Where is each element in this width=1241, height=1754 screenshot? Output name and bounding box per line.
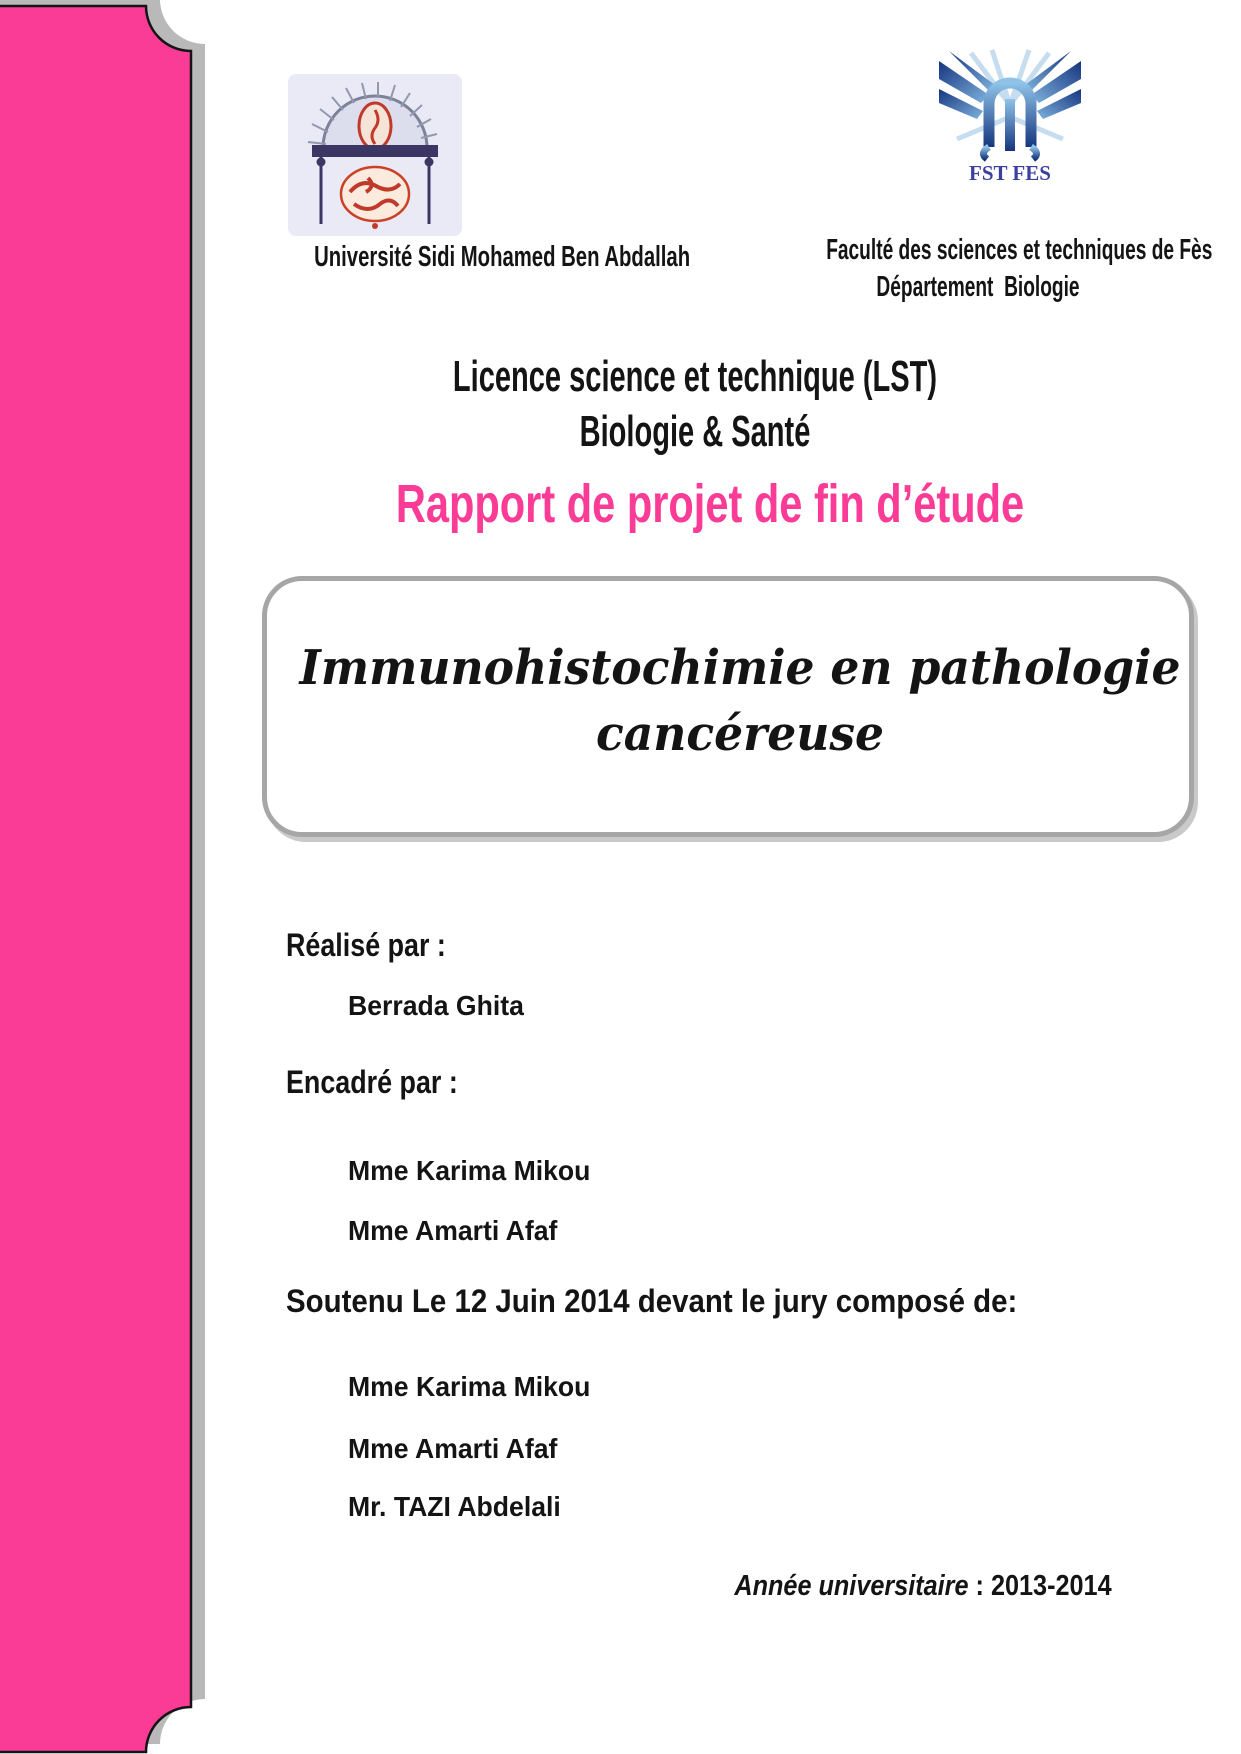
program-line-2: Biologie & Santé	[579, 407, 811, 456]
soutenu-label: Soutenu Le 12 Juin 2014 devant le jury composé de:	[286, 1283, 1018, 1319]
supervisor-name: Mme Amarti Afaf	[348, 1215, 558, 1246]
university-name: Université Sidi Mohamed Ben Abdallah	[314, 241, 691, 273]
faculty-name: Faculté des sciences et techniques de Fès	[826, 234, 1213, 266]
calligraphy-medallion-bottom	[341, 167, 409, 221]
band-shape	[0, 6, 191, 1752]
academic-year	[735, 1572, 1112, 1601]
jury-member-name: Mme Amarti Afaf	[348, 1433, 558, 1464]
department-name: Département Biologie	[876, 271, 1080, 303]
thesis-title-line-2: cancéreuse	[595, 706, 885, 762]
report-heading: Rapport de projet de fin d’étude	[395, 474, 1025, 534]
fst-logo-caption: FST FES	[969, 161, 1051, 185]
author-name: Berrada Ghita	[348, 990, 524, 1021]
jury-member-name: Mr. TAZI Abdelali	[348, 1491, 561, 1522]
jury-member-name: Mme Karima Mikou	[348, 1371, 591, 1402]
academic-year-label: Année universitaire	[734, 1570, 969, 1602]
emblem-bar	[312, 145, 438, 157]
university-logo	[288, 74, 462, 236]
thesis-title-line-1: Immunohistochimie en pathologie	[299, 640, 1181, 696]
supervisor-name: Mme Karima Mikou	[348, 1155, 591, 1186]
academic-year-value: : 2013-2014	[968, 1570, 1112, 1602]
program-line-1: Licence science et technique (LST)	[452, 352, 938, 401]
calligraphy-dot	[372, 223, 378, 229]
encadre-par-label: Encadré par :	[286, 1064, 458, 1100]
realise-par-label: Réalisé par :	[286, 927, 446, 963]
fst-logo	[937, 47, 1083, 187]
